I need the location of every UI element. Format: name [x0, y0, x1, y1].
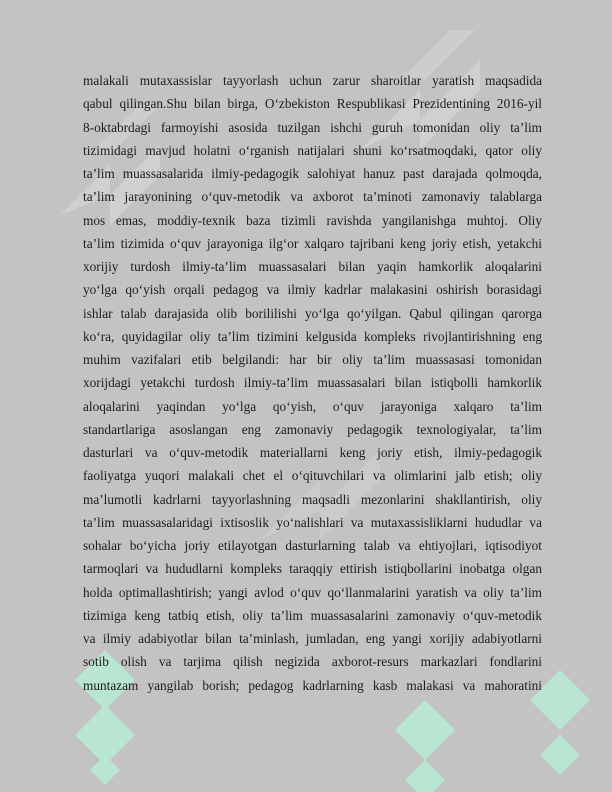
- text-line: mos emas, moddiy-texnik baza tizimli ravishda yangilanishga muhtoj. Oliy: [83, 212, 542, 228]
- text-line: 8-oktabrdagi farmoyishi asosida tuzilgan ishchi guruh tomonidan oliy ta’lim: [83, 119, 542, 135]
- text-line: faoliyatga yuqori malakali chet el o‘qituvchilari va olimlarini jalb etish; oliy: [83, 468, 542, 484]
- body-paragraph: [83, 69, 542, 697]
- text-line: va ilmiy adabiyotlar bilan ta’minlash, jumladan, eng yangi xorijiy adabiyotlarni: [83, 631, 542, 646]
- text-line: sohalar bo‘yicha joriy etilayotgan dasturlarning talab va ehtiyojlari, iqtisodiyot: [83, 538, 542, 553]
- text-line: tizimidagi mavjud holatni o‘rganish natijalari shuni ko‘rsatmoqdaki, qator oliy: [83, 142, 542, 158]
- text-line: xorijdagi yetakchi turdosh ilmiy-ta’lim muassasalari bilan istiqbolli hamkorlik: [83, 375, 542, 391]
- text-line: ma’lumotli kadrlarni tayyorlashning maqsadli mezonlarini shakllantirish, oliy: [83, 491, 542, 507]
- text-line: ta’lim muassasalarida ilmiy-pedagogik salohiyat hanuz past darajada qolmoqda,: [83, 166, 542, 181]
- text-line: tarmoqlari va hududlarni kompleks taraqqiy ettirish istiqbollarini inobatga olgan: [83, 561, 542, 577]
- text-line: tizimiga keng tatbiq etish, oliy ta’lim muassasalarini zamonaviy o‘quv-metodik: [83, 607, 542, 623]
- text-line: muhim vazifalari etib belgilandi: har bir oliy ta’lim muassasasi tomonidan: [83, 352, 542, 367]
- text-line: sotib olish va tarjima qilish negizida axborot-resurs markazlari fondlarini: [83, 654, 542, 670]
- text-line: xorijiy turdosh ilmiy-ta’lim muassasalari bilan yaqin hamkorlik aloqalarini: [83, 259, 542, 274]
- text-line: qabul qilingan.Shu bilan birga, O‘zbekiston Respublikasi Prezidentining 2016-yil: [83, 96, 542, 112]
- text-line: ta’lim muassasalaridagi ixtisoslik yo‘nalishlari va mutaxassisliklarni hududlar va: [83, 514, 542, 530]
- text-line: ko‘ra, quyidagilar oliy ta’lim tizimini kelgusida kompleks rivojlantirishning eng: [83, 328, 542, 344]
- text-line: muntazam yangilab borish; pedagog kadrlarning kasb malakasi va mahoratini: [83, 677, 542, 693]
- text-line: ta’lim jarayonining o‘quv-metodik va axborot ta’minoti zamonaviy talablarga: [83, 189, 542, 205]
- text-line: yo‘lga qo‘yish orqali pedagog va ilmiy kadrlar malakasini oshirish borasidagi: [83, 282, 542, 298]
- text-line: standartlariga asoslangan eng zamonaviy pedagogik texnologiyalar, ta’lim: [83, 421, 542, 437]
- text-line: malakali mutaxassislar tayyorlash uchun zarur sharoitlar yaratish maqsadida: [83, 73, 542, 88]
- text-line: dasturlari va o‘quv-metodik materiallarni keng joriy etish, ilmiy-pedagogik: [83, 445, 542, 460]
- text-line: holda optimallashtirish; yangi avlod o‘quv qo‘llanmalarini yaratish va oliy ta’lim: [83, 584, 542, 600]
- text-line: ishlar talab darajasida olib borililishi yo‘lga qo‘yilgan. Qabul qilingan qarorga: [83, 305, 542, 321]
- text-line: ta’lim tizimida o‘quv jarayoniga ilg‘or xalqaro tajribani keng joriy etish, yetakchi: [83, 235, 542, 251]
- watermark-icon: [380, 690, 470, 792]
- text-line: aloqalarini yaqindan yo‘lga qo‘yish, o‘quv jarayoniga xalqaro ta’lim: [83, 398, 542, 414]
